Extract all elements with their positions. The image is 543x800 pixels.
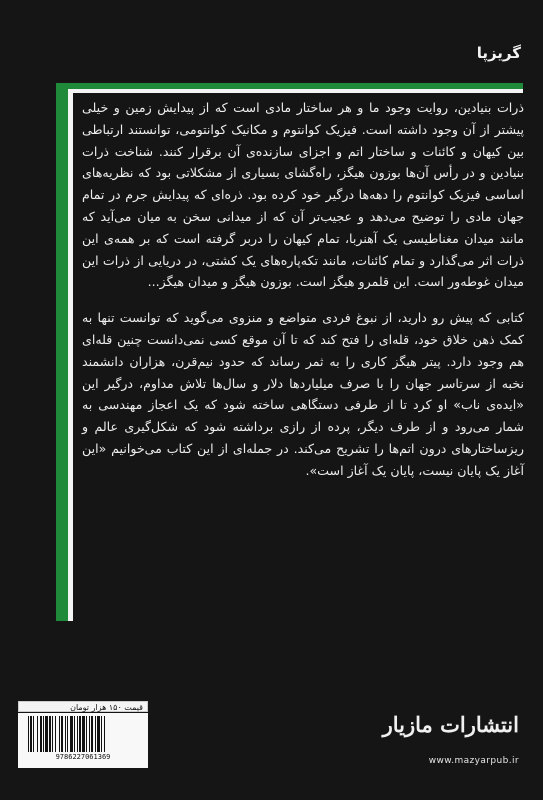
barcode-bar [33,716,34,752]
isbn-number: 9786227061369 [55,753,111,761]
barcode-bar [49,716,51,752]
barcode-bar [79,716,81,752]
barcode-bar [40,716,42,752]
barcode-bar [89,716,90,752]
publisher-website: www.mazyarpub.ir [428,756,519,766]
barcode-bar [86,716,87,752]
barcode-bar [52,716,53,752]
barcode-bar [95,716,96,752]
barcode-bar [59,716,60,752]
barcode-bar [67,716,68,752]
blurb-paragraph-2: کتابی که پیش رو دارید، از نبوغ فردی متواضع و منزوی می‌گوید که توانست تنها به کمک ذهن خلاق خود، قله‌ای را فتح کند که تا آن موقع کسی نمی‌دانست چنین قله‌ای هم وجود دارد. پیتر هیگز کاری را به ثمر رساند که حدود نیم‌قرن، هزاران دانشمند نخبه از سرتاسر جهان را با صرف میلیاردها دلار و سال‌ها تلاش مداوم، درگیر این «ایده‌ی ناب» او کرد تا از طرفی دستگاهی ساخته شود که یک اعجاز مهندسی به شمار می‌رود و از طرف دیگر، پرده از رازی برداشته شود که شکل‌گیری عالم و ریزساختارهای درون اتم‌ها را تشریح می‌کند. در جمله‌ای از این کتاب می‌خوانیم «این آغاز یک پایان نیست، پایان یک آغاز است». [82,310,524,478]
barcode-bar [61,716,63,752]
barcode-bar [65,716,66,752]
barcode-bar [45,716,48,752]
publisher-logo: انتشارات مازیار [382,712,519,737]
barcode-bar [37,716,38,752]
barcode-bar [101,716,102,752]
barcode-bar [97,716,100,752]
barcode-bar [74,716,75,752]
barcode-bar [70,716,73,752]
barcode-bar [91,716,93,752]
series-label: گریزپا [476,44,521,62]
barcode-bar [28,716,29,752]
blurb-paragraph-1: ذرات بنیادین، روایت وجود ما و هر ساختار مادی است که از پیدایش زمین و خیلی پیشتر از آن وجود داشته است. فیزیک کوانتوم و مکانیک کوانتومی، توانستند ارتباطی بین کیهان و کائنات و ساختار اتم و اجزای سازنده‌ی آن برقرار کنند. شناخت ذرات بنیادین و در رأس آن‌ها بوزون هیگز، راه‌گشای بسیاری از مشکلاتی بود که نظریه‌های اساسی فیزیک کوانتوم را دهه‌ها درگیر خود کرده بود. ذره‌ای که پیدایش جرم در تمام جهان مادی را توضیح می‌دهد و عجیب‌تر آن که از میدانی سخن به میان می‌آید که مانند میدان مغناطیسی یک آهنربا، تمام کیهان را دربر گرفته است که بر همه‌ی این ذرات اثر می‌گذارد و تمام کائنات، مانند تکه‌پاره‌های یک کشتی، در دریایی از ذرات این میدان غوطه‌ور است. این قلمرو هیگز است. بوزون هیگز و میدان هیگز... [82,100,524,290]
barcode-bar [82,716,85,752]
isbn-barcode [18,713,148,768]
barcode-bar [30,716,32,752]
barcode-bar [55,716,56,752]
price-label: قیمت ۱۵۰ هزار تومان [18,701,148,712]
barcode-bar [43,716,44,752]
white-frame-top [68,89,523,93]
barcode-bar [77,716,78,752]
barcode-bars [26,716,140,752]
green-frame-left [56,83,68,621]
barcode-bar [104,716,105,752]
white-frame-left [68,89,73,621]
blurb-text [82,97,524,482]
